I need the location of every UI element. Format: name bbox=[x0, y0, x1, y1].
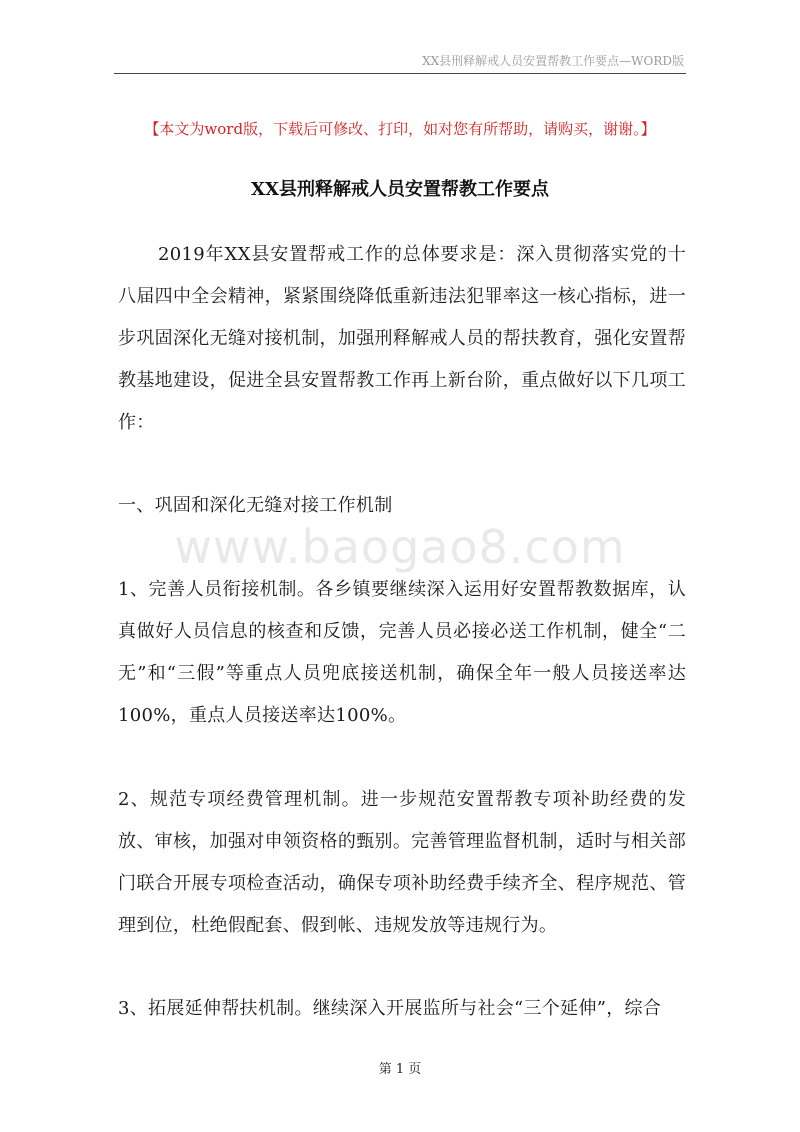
header-divider bbox=[114, 73, 686, 74]
intro-paragraph: 2019年XX县安置帮戒工作的总体要求是：深入贯彻落实党的十八届四中全会精神，紧紧围绕降低重新违法犯罪率这一核心指标，进一步巩固深化无缝对接机制，加强刑释解戒人员的帮扶教育，强化安置帮教基地建设，促进全县安置帮教工作再上新台阶，重点做好以下几项工作： bbox=[118, 244, 686, 433]
item-3-paragraph: 3、拓展延伸帮扶机制。继续深入开展监所与社会“三个延伸”，综合 bbox=[118, 998, 662, 1019]
item-1-paragraph: 1、完善人员衔接机制。各乡镇要继续深入运用好安置帮教数据库，认真做好人员信息的核查和反馈，完善人员必接必送工作机制，健全“二无”和“三假”等重点人员兜底接送机制，确保全年一般人员接送率达100%，重点人员接送率达100%。 bbox=[118, 579, 686, 726]
document-title: XX县刑释解戒人员安置帮教工作要点 bbox=[251, 179, 549, 200]
page-number: 第 1 页 bbox=[378, 1062, 422, 1077]
running-header: XX县刑释解戒人员安置帮教工作要点—WORD版 bbox=[422, 54, 684, 68]
section-heading: 一、巩固和深化无缝对接工作机制 bbox=[118, 495, 393, 516]
item-2-paragraph: 2、规范专项经费管理机制。进一步规范安置帮教专项补助经费的发放、审核，加强对申领资格的甄别。完善管理监督机制，适时与相关部门联合开展专项检查活动，确保专项补助经费手续齐全、程序规范、管理到位，杜绝假配套、假到帐、违规发放等违规行为。 bbox=[118, 789, 686, 936]
watermark: www.baogao8.com bbox=[174, 520, 626, 574]
purchase-notice: 【本文为word版，下载后可修改、打印，如对您有所帮助，请购买，谢谢。】 bbox=[144, 120, 656, 138]
